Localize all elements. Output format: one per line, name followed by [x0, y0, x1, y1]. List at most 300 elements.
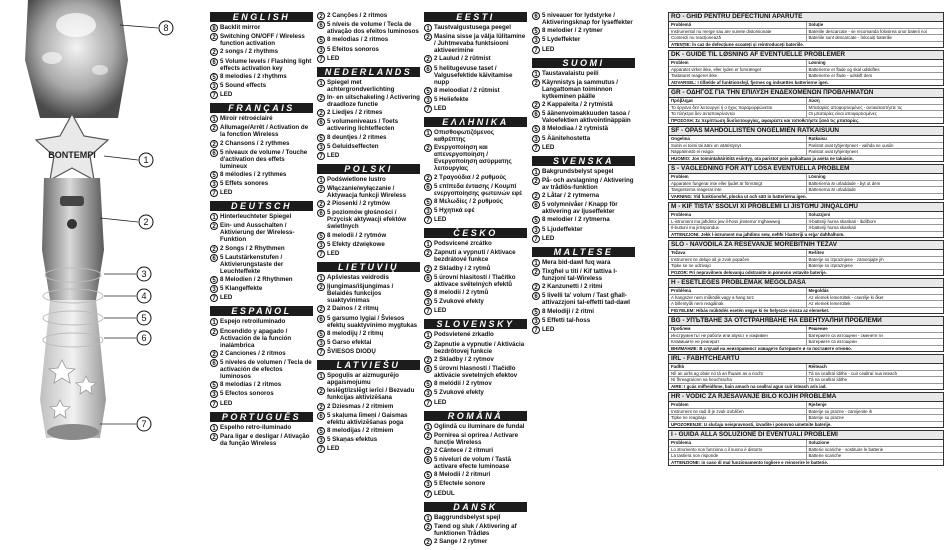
item-number: 7	[210, 91, 218, 99]
item-label: 2 Låtar / 2 rytmerna	[542, 192, 600, 200]
item-number: 2	[317, 109, 325, 117]
language-section	[210, 201, 313, 302]
language-section	[424, 411, 527, 498]
item-number: 3	[317, 339, 325, 347]
list-item	[210, 350, 313, 358]
item-number: 7	[424, 105, 432, 113]
item-number: 5	[317, 427, 325, 435]
troubleshooting-section	[668, 240, 944, 276]
item-label: 2 Skladby / 2 rytmů	[434, 264, 491, 272]
list-item	[424, 274, 527, 288]
list-item	[210, 285, 313, 293]
item-label: LED	[220, 91, 233, 99]
table-cell: Comenzi nu reacționează	[669, 35, 807, 41]
item-number: 5	[317, 134, 325, 142]
item-number: 2	[210, 328, 218, 336]
item-label: 5 niveauer for lydstyrke / Aktiveringsknap for lyseffekter	[542, 12, 633, 26]
item-number: 2	[532, 79, 540, 87]
item-number: 2	[317, 12, 325, 20]
table-header-cell: Réiteach	[808, 364, 827, 369]
language-header: POLSKI	[317, 164, 420, 174]
item-label: LED	[327, 151, 340, 159]
list-item	[424, 380, 527, 388]
language-header: SVENSKA	[532, 156, 635, 166]
item-label: 5 Lautstärkenstufen / Aktivierungstaste der Leuchteffekte	[220, 253, 284, 275]
language-column	[424, 12, 527, 550]
table-header-cell: Problemă	[669, 22, 807, 28]
list-item	[424, 523, 527, 537]
list-item	[317, 55, 420, 63]
item-label: 8 Melodiji / 2 ritmi	[542, 307, 594, 315]
item-label: 5 äänenvoimakkuuden tasoa / Valoefektien aktivointinäppäin	[542, 110, 631, 125]
item-number: 2	[424, 523, 432, 531]
list-item	[317, 436, 420, 444]
item-number: 3	[424, 480, 432, 488]
item-number: 5	[210, 73, 218, 81]
item-number: 1	[317, 79, 325, 87]
item-number: 2	[532, 192, 540, 200]
item-number: 6	[532, 292, 540, 300]
table-cell: Batterierne er flade - udskift dem	[808, 73, 873, 78]
troubleshooting-title: HR - VODIČ ZA RJEŠAVANJE BILO KOJIH PROBLEMA	[669, 393, 943, 402]
table-header-cell: Soluzzjoni	[808, 212, 831, 217]
list-item	[424, 87, 527, 95]
list-item	[210, 276, 313, 284]
list-item	[424, 265, 527, 273]
table-cell: Apparatet virker ikke, eller lyden er forvrænget	[669, 67, 807, 73]
item-label: LED	[542, 45, 555, 53]
item-number: 2	[424, 341, 432, 349]
list-item	[317, 339, 420, 347]
list-item	[317, 94, 420, 108]
troubleshooting-section	[668, 164, 944, 200]
list-item	[424, 341, 527, 355]
item-number: 3	[210, 285, 218, 293]
table-header-cell: Λύση	[808, 98, 820, 103]
list-item	[317, 36, 420, 44]
item-label: ŠVIESOS DIODŲ	[327, 348, 376, 356]
list-item	[317, 109, 420, 117]
list-item	[210, 48, 313, 56]
callout-number: 6	[141, 333, 147, 343]
list-item	[532, 268, 635, 282]
item-number: 1	[317, 176, 325, 184]
item-number: 6	[210, 359, 218, 367]
item-label: 5 Sound effects	[220, 81, 267, 89]
list-item	[532, 101, 635, 109]
item-label: 8 Melodien / 2 Rhythmen	[220, 276, 293, 283]
language-section	[532, 58, 635, 152]
item-number: 5	[317, 232, 325, 240]
item-label: 5 Heliefekte	[434, 95, 469, 103]
item-label: Zapnutie a vypnutie / Aktivácia bezdrôtovej funkcie	[434, 340, 525, 355]
language-section	[424, 12, 527, 113]
list-item	[532, 283, 635, 291]
table-cell: Batterie scariche	[808, 453, 842, 458]
troubleshooting-note: VARNING: Vid funktionsfel, plocka ut och sätt in batterierna igen.	[671, 193, 807, 199]
item-label: 2 Kappaleita / 2 rytmistä	[542, 100, 613, 108]
item-number: 2	[210, 433, 218, 441]
brand-logo: BONTEMPI	[48, 150, 96, 160]
item-number: 2	[317, 305, 325, 313]
table-header-cell: Problema	[669, 440, 807, 446]
item-label: Hinterleuchteter Spiegel	[220, 213, 292, 221]
list-item	[424, 538, 527, 546]
item-label: 5 niveles de volumen / Tecla de activación de efectos luminosos	[220, 358, 312, 380]
item-label: Allumage/Arrêt / Activation de la fonction Wireless	[220, 124, 309, 139]
table-header-cell: Problema	[669, 212, 807, 218]
item-number: 1	[424, 24, 432, 32]
list-item	[532, 292, 635, 306]
item-label: Ein- und Ausschalten / Aktivierung der Wireless-Funktion	[220, 222, 295, 244]
table-cell: A billentyűk nem reagálnak	[669, 301, 807, 307]
list-item	[210, 91, 313, 99]
table-cell: Paristot ovat tyhjentyneet	[808, 149, 858, 154]
language-header: MALTESE	[532, 247, 635, 257]
item-label: 8 mélodies / 2 rythmes	[220, 170, 287, 178]
item-label: 5 volymnivåer / Knapp för aktivering av ljuseffekter	[542, 201, 618, 216]
item-label: 5 niveaux de volume / Touche d'activation des effets lumineux	[220, 148, 308, 170]
language-column	[210, 12, 313, 451]
troubleshooting-title: SF - OPAS MAHDOLLISTEN ONGELMIEN RATKAISUUN	[669, 127, 943, 136]
list-item	[210, 24, 313, 32]
item-number: 7	[532, 46, 540, 54]
language-section	[424, 228, 527, 315]
table-cell: Níl an uirlis ag obair nó tá an fhuaim as a riocht	[669, 371, 807, 377]
item-label: 2 Canções / 2 ritmos	[327, 12, 388, 19]
list-item	[532, 308, 635, 316]
item-label: 8 meloodiat / 2 rütmist	[434, 86, 500, 94]
table-cell: Батериите са изтощени	[808, 339, 857, 344]
list-item	[317, 387, 420, 401]
item-label: LED	[327, 250, 340, 257]
item-number: 7	[532, 235, 540, 243]
item-label: 5 Lydeffekter	[542, 36, 581, 44]
item-label: LED	[434, 105, 447, 113]
item-label: Para ligar e desligar / Ativação da função Wireless	[220, 432, 310, 447]
troubleshooting-note: ATTENZIONE: in caso di mal funzionamento togliere e reinserire le batterie.	[671, 459, 829, 465]
language-section	[532, 247, 635, 334]
list-item	[424, 24, 527, 32]
list-item	[424, 216, 527, 224]
item-number: 7	[317, 250, 325, 258]
table-cell: Tangenterna reagerar inte	[669, 187, 807, 193]
troubleshooting-guide	[668, 12, 944, 468]
item-label: LED	[434, 216, 447, 224]
item-number: 5	[424, 87, 432, 95]
item-number: 2	[424, 432, 432, 440]
table-cell: Batterierna är urladdade - byt ut dem	[808, 180, 881, 186]
item-label: 5 úrovní hlasitosti / Tlačítko aktivace světelných efektů	[434, 273, 516, 288]
item-label: 5 niveluri de volum / Tastă activare efecte luminoase	[434, 456, 511, 471]
item-number: 2	[210, 33, 218, 41]
item-label: 2 Chansons / 2 rythmes	[220, 139, 290, 147]
list-item	[210, 400, 313, 408]
list-item	[317, 427, 420, 435]
callout-number: 8	[163, 23, 169, 33]
list-item	[210, 424, 313, 432]
item-label: 5 helitugevuse taset / Valgusefektide käivitamise nupp	[434, 64, 513, 86]
troubleshooting-section	[668, 354, 944, 390]
language-header: SLOVENSKY	[424, 319, 527, 329]
language-section	[532, 156, 635, 243]
table-cell: Paristot ovat tyhjentyneet - vaihda ne uusiin	[808, 142, 894, 148]
item-label: Espejo retroiluminado	[220, 318, 286, 326]
callout-number: 4	[141, 291, 147, 301]
item-number: 1	[210, 213, 218, 221]
table-header-cell: Soluzione	[808, 440, 830, 445]
item-number: 2	[317, 403, 325, 411]
item-label: LED	[434, 398, 447, 406]
troubleshooting-note: ATTENZJONI: Jekk l-istrument ma jaħdimx sew, neħħi l-batteriji u erġa' daħħalhom.	[671, 231, 845, 237]
item-number: 6	[424, 456, 432, 464]
item-number: 7	[532, 326, 540, 334]
item-label: 5 Efectos sonoros	[220, 390, 274, 398]
table-cell: Il-batteriji huma skarikati	[808, 225, 856, 230]
microphone-drawing	[0, 0, 205, 451]
list-item	[424, 65, 527, 86]
item-label: 5 Skaņas efektus	[327, 436, 378, 444]
item-number: 3	[424, 96, 432, 104]
table-cell: Instrumentul nu merge sau are sunete distorsionate	[669, 29, 807, 35]
list-item	[317, 12, 420, 20]
list-item	[424, 207, 527, 215]
list-item	[424, 331, 527, 339]
list-item	[317, 152, 420, 160]
item-number: 1	[532, 168, 540, 176]
item-number: 2	[424, 55, 432, 63]
list-item	[424, 298, 527, 306]
list-item	[210, 381, 313, 389]
item-number: 2	[424, 538, 432, 546]
language-section	[210, 103, 313, 197]
table-cell: Instrument ne deluje ali je zvok popačen	[669, 257, 807, 263]
item-label: 8 melodii / 2 rytmów	[327, 231, 387, 239]
item-label: 5 Garso efektai	[327, 338, 372, 346]
list-item	[532, 125, 635, 133]
list-item	[532, 259, 635, 267]
callout-number: 2	[143, 217, 149, 227]
item-label: 2 Τραγούδια / 2 ρυθμούς	[434, 173, 507, 181]
list-item	[424, 249, 527, 263]
item-number: 2	[424, 33, 432, 41]
item-label: 5 volumeniveaus / Toets activering lichteffecten	[327, 118, 399, 133]
list-item	[424, 174, 527, 182]
list-item	[424, 307, 527, 315]
list-item	[210, 328, 313, 349]
list-item	[424, 183, 527, 197]
item-label: LED	[542, 234, 555, 242]
item-label: 5 garsumo lygiai / Šviesos efektų suaktyvinimo mygtukas	[327, 314, 418, 329]
item-label: 5 skaļuma līmeņi / Gaismas efektu aktivizēšanas poga	[327, 411, 408, 426]
list-item	[424, 96, 527, 104]
troubleshooting-title: DK - GUIDE TIL LØSNING AF EVENTUELLE PROBLEMER	[669, 51, 943, 60]
item-number: 2	[532, 101, 540, 109]
item-number: 7	[210, 294, 218, 302]
item-number: 5	[317, 36, 325, 44]
table-header-cell: Problem	[669, 60, 807, 66]
list-item	[210, 180, 313, 188]
table-cell: Οι μπαταρίες είναι αποφορτισμένες	[808, 111, 877, 116]
table-header-cell: Проблем	[669, 326, 807, 332]
troubleshooting-title: M - KIF TISTA' SSOLVI XI PROBLEMI LI JISTGĦU JINQALGĦU	[669, 203, 943, 212]
list-item	[317, 330, 420, 338]
item-number: 2	[424, 249, 432, 257]
troubleshooting-note: UPOZORENJE: U slučaju neispravnosti, izvadite i ponovno umetnite baterije.	[671, 421, 832, 427]
troubleshooting-note: ATENȚIE: în caz de defecțiune scoateți și reintroduceți bateriile.	[671, 41, 804, 47]
language-section	[317, 262, 420, 356]
list-item	[532, 46, 635, 54]
table-cell: Tipke ne reagiraju	[669, 415, 807, 421]
item-number: 3	[532, 135, 540, 143]
table-cell: Batterierne er flade og skal udskiftes	[808, 66, 880, 72]
item-number: 3	[424, 389, 432, 397]
list-item	[317, 176, 420, 184]
item-number: 1	[532, 70, 540, 78]
item-label: Podsvícené zrcátko	[434, 240, 492, 248]
table-cell: La tastiera non risponde	[669, 453, 807, 459]
item-number: 3	[317, 46, 325, 54]
item-number: 6	[317, 118, 325, 126]
item-number: 1	[210, 115, 218, 123]
table-header-cell: Ratkaisu	[808, 136, 827, 141]
item-number: 6	[317, 412, 325, 420]
list-item	[424, 432, 527, 446]
item-label: Espelho retro-iluminado	[220, 423, 292, 431]
item-number: 6	[532, 201, 540, 209]
list-item	[532, 326, 635, 334]
table-cell: Baterije su prazne - zamijenite ih	[808, 408, 873, 414]
item-label: In- en uitschakeling / Activering draadloze functie	[327, 93, 420, 108]
item-number: 5	[532, 125, 540, 133]
item-label: 5 Efectele sonore	[434, 480, 486, 488]
list-item	[424, 490, 527, 498]
table-header-cell: Problem	[669, 174, 807, 180]
table-cell: Батериите са изтощени - сменете ги	[808, 332, 883, 338]
star-badge	[36, 114, 108, 180]
item-label: LED	[220, 399, 233, 407]
item-label: 2 Laulud / 2 rütmist	[434, 55, 491, 63]
item-number: 1	[532, 259, 540, 267]
list-item	[317, 403, 420, 411]
table-cell: Tá na ceallraí ídithe	[808, 377, 848, 382]
item-label: Taustavalaistu peili	[542, 69, 599, 77]
item-label: 8 melodías / 2 ritmos	[220, 381, 282, 389]
item-label: 8 Melodii / 2 ritmuri	[434, 471, 491, 479]
item-label: Mera bid-dawl fuq wara	[542, 258, 611, 266]
list-item	[424, 240, 527, 248]
table-cell: Il-batteriji huma skarikati - ibdilhom	[808, 218, 877, 224]
list-item	[317, 283, 420, 304]
language-header: NEDERLANDS	[317, 67, 420, 77]
table-cell: Az elemek lemerültek	[808, 301, 851, 306]
table-cell: Batterierna är urladdade	[808, 187, 856, 192]
language-header: ΕΛΛΗΝΙΚΑ	[424, 117, 527, 127]
table-header-cell: Ongelma	[669, 136, 807, 142]
language-section	[210, 306, 313, 407]
item-label: 2 Sange / 2 rytmer	[434, 538, 488, 545]
item-label: 2 songs / 2 rhythms	[220, 48, 279, 56]
list-item	[317, 445, 420, 453]
item-label: Taustvalgustusega peegel	[434, 24, 511, 31]
table-cell: Apparaten fungerar inte eller ljudet är förvrängt	[669, 181, 807, 187]
language-header: SUOMI	[532, 58, 635, 68]
item-number: 2	[317, 387, 325, 395]
table-cell: Instrument ne radi ili je zvuk izobličen	[669, 409, 807, 415]
item-number: 5	[210, 276, 218, 284]
item-label: Miroir rétroéclairé	[220, 115, 273, 123]
item-label: 8 Μελωδίες / 2 ρυθμούς	[434, 197, 503, 205]
item-number: 2	[532, 283, 540, 291]
list-item	[210, 433, 313, 447]
troubleshooting-title: S - VÄGLEDNING FÖR ATT LÖSA EVENTUELLA PROBLEM	[669, 165, 943, 174]
list-item	[317, 232, 420, 240]
item-number: 5	[532, 216, 540, 224]
item-number: 2	[424, 356, 432, 364]
item-label: Zapnutí a vypnutí / Aktivace bezdrátové funkce	[434, 249, 516, 264]
item-number: 5	[317, 330, 325, 338]
table-cell: Soitin ei toimi tai ääni on vääristynyt	[669, 143, 807, 149]
item-label: 5 Effetti tal-ħoss	[542, 316, 591, 324]
list-item	[210, 390, 313, 398]
table-header-cell: Problem	[669, 402, 807, 408]
item-label: Käynnistys ja sammutus / Langattoman toiminnon kytkeminen päälle	[542, 78, 618, 100]
list-item	[210, 149, 313, 170]
item-label: 5 Volume levels / Flashing light effects activation key	[220, 57, 312, 72]
item-label: 8 melodií / 2 rytmů	[434, 289, 489, 296]
troubleshooting-title: H - ESETLEGES PROBLÉMÁK MEGOLDÁSA	[669, 279, 943, 288]
table-cell: Baterije su prazne	[808, 415, 844, 420]
item-number: 7	[317, 152, 325, 160]
item-label: 2 Liedjes / 2 ritmes	[327, 109, 383, 117]
list-item	[424, 480, 527, 488]
language-header: FRANÇAIS	[210, 103, 313, 113]
item-number: 1	[424, 423, 432, 431]
item-label: 5 Zvukové efekty	[434, 389, 484, 397]
item-label: 2 Skladby / 2 rytmov	[434, 355, 494, 363]
item-label: Οπισθοφωτιζόμενος καθρέπτης	[434, 129, 495, 144]
item-label: 2 Dziesmas / 2 ritmiem	[327, 402, 394, 410]
list-item	[424, 105, 527, 113]
list-item	[424, 423, 527, 431]
language-header: PORTUGUÊS	[210, 412, 313, 422]
language-header: ČESKO	[424, 228, 527, 238]
troubleshooting-title: RO - GHID PENTRU DEFECTIUNI APARUTE	[669, 13, 943, 22]
item-label: 5 Klangeffekte	[220, 285, 263, 293]
item-number: 2	[210, 222, 218, 230]
callout-number: 7	[141, 419, 147, 429]
troubleshooting-note: POZOR: Pri nepravilnem delovanju odstranite in ponovno vstavite baterije.	[671, 269, 827, 275]
item-label: Oglindă cu iluminare de fundal	[434, 422, 525, 430]
list-item	[317, 372, 420, 386]
item-label: 8 melodijas / 2 ritmiem	[327, 426, 394, 434]
table-cell: Baterije so izpraznjene	[808, 263, 853, 268]
list-item	[424, 399, 527, 407]
item-number: 3	[532, 226, 540, 234]
troubleshooting-title: SLO - NAVODILA ZA REŠEVANJE MOREBITNIH TEŽAV	[669, 241, 943, 250]
item-number: 7	[317, 348, 325, 356]
table-cell: Näppäimistö ei reagoi	[669, 149, 807, 155]
item-label: 8 deuntjes / 2 ritmes	[327, 133, 387, 141]
item-label: Ieslēgt/izslēgt ierīci / Bezvadu funkcijas aktivizēšana	[327, 387, 415, 402]
item-number: 5	[210, 381, 218, 389]
list-item	[532, 317, 635, 325]
table-header-cell: Rešitev	[808, 250, 825, 255]
list-item	[532, 216, 635, 224]
item-number: 2	[424, 447, 432, 455]
item-label: Apšviestas veidrodis	[327, 274, 389, 281]
item-number: 7	[424, 490, 432, 498]
